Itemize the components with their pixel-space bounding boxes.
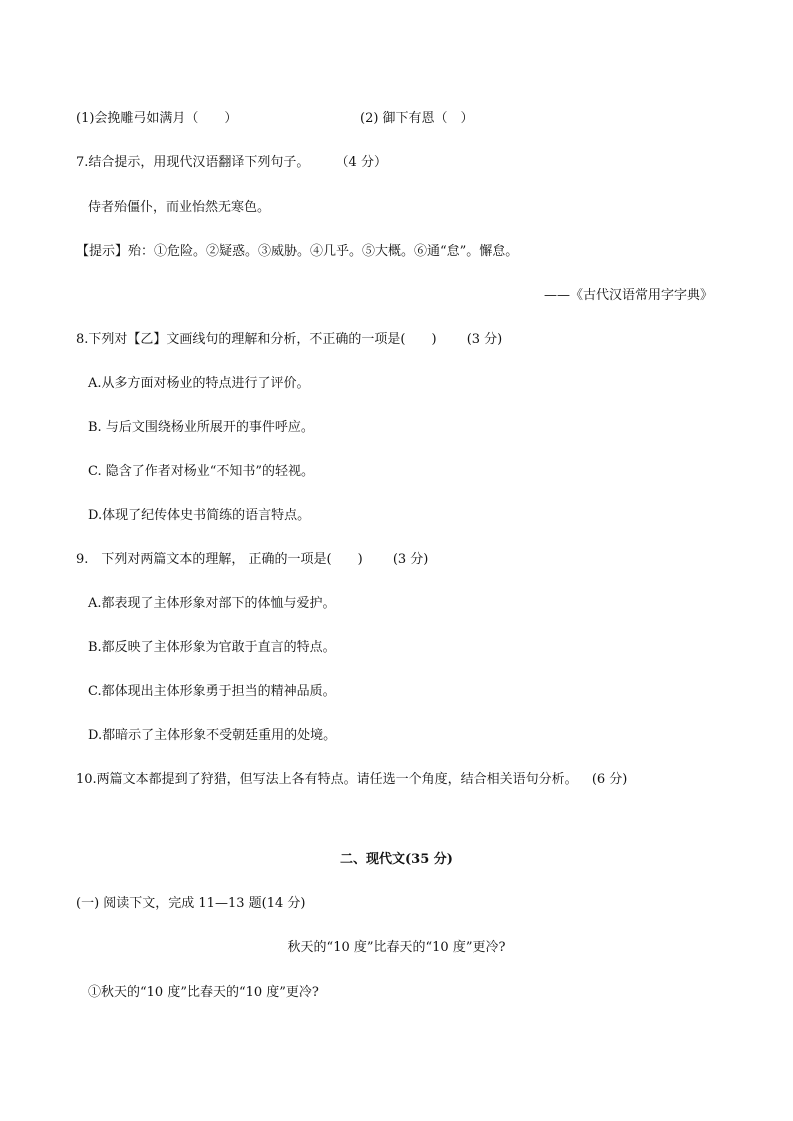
q7-hint: 【提示】殆：①危险。②疑惑。③威胁。④几乎。⑤大概。⑥通“怠”。懈怠。 xyxy=(76,244,519,259)
q10-score: (6 分) xyxy=(591,772,628,787)
q8-stem-row xyxy=(76,331,502,349)
q6-item-2: (2) 御下有恩（ ） xyxy=(360,111,474,126)
article-paragraph-1: ①秋天的“10 度”比春天的“10 度”更冷? xyxy=(88,985,319,1000)
q9-score: (3 分) xyxy=(392,552,429,567)
q7-source: ——《古代汉语常用字字典》 xyxy=(543,288,713,303)
q8-option-a: A.从多方面对杨业的特点进行了评价。 xyxy=(88,376,310,391)
q8-option-c: C. 隐含了作者对杨业“不知书”的轻视。 xyxy=(88,464,315,479)
article-title: 秋天的“10 度”比春天的“10 度”更冷? xyxy=(287,940,506,955)
q7-stem-row xyxy=(76,154,387,172)
q10-stem: 10.两篇文本都提到了狩猎，但写法上各有特点。请任选一个角度，结合相关语句分析。 xyxy=(76,772,578,787)
q10-stem-row xyxy=(76,771,627,789)
q8-score: (3 分) xyxy=(466,332,503,347)
q8-stem: 8.下列对【乙】文画线句的理解和分析，不正确的一项是( ) xyxy=(76,332,437,347)
q7-stem: 7.结合提示，用现代汉语翻译下列句子。 xyxy=(76,155,310,170)
q8-option-b: B. 与后文围绕杨业所展开的事件呼应。 xyxy=(88,420,314,435)
reading-instruction: (一) 阅读下文，完成 11—13 题(14 分) xyxy=(76,896,306,911)
q7-score: （4 分） xyxy=(335,155,387,170)
section-heading: 二、现代文(35 分) xyxy=(340,852,453,867)
q8-option-d: D.体现了纪传体史书简练的语言特点。 xyxy=(88,508,311,523)
q9-option-c: C.都体现出主体形象勇于担当的精神品质。 xyxy=(88,684,336,699)
q7-sentence: 侍者殆僵仆，而业怡然无寒色。 xyxy=(88,200,271,215)
q6-item-1: (1)会挽雕弓如满月（ ） xyxy=(76,111,238,126)
q9-option-a: A.都表现了主体形象对部下的体恤与爱护。 xyxy=(88,596,336,611)
q9-option-b: B.都反映了主体形象为官敢于直言的特点。 xyxy=(88,640,336,655)
q9-option-d: D.都暗示了主体形象不受朝廷重用的处境。 xyxy=(88,728,337,743)
q9-stem: 9. 下列对两篇文本的理解， 正确的一项是( ) xyxy=(76,552,363,567)
q9-stem-row xyxy=(76,551,428,569)
